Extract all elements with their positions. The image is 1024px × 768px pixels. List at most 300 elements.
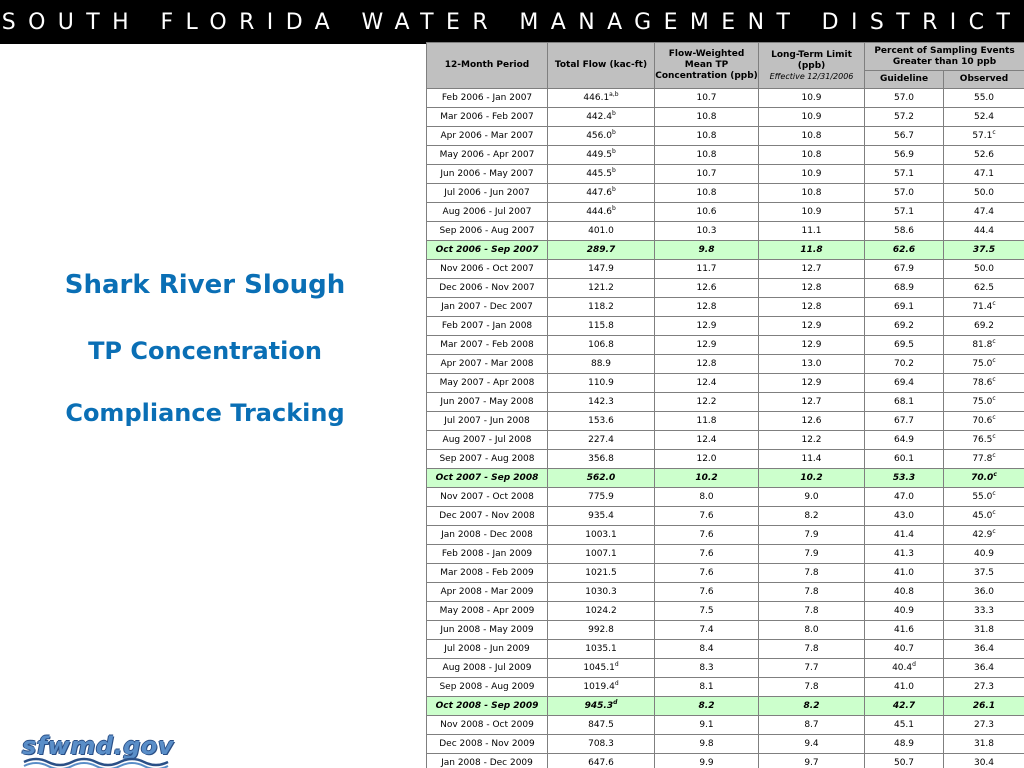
cell-period-value: May 2006 - Apr 2007 [439,150,535,160]
table-row [427,526,1024,545]
cell-observed [944,412,1024,431]
cell-period [427,621,548,640]
header-long-term-limit-effective: Effective 12/31/2006 [769,72,854,81]
cell-observed [944,127,1024,146]
cell-flow [548,564,655,583]
cell-guideline-value: 40.4 [892,663,913,673]
cell-period [427,108,548,127]
cell-flow [548,279,655,298]
cell-ltl [759,564,865,583]
cell-fwm-value: 8.0 [699,492,714,502]
cell-guideline [865,659,944,678]
table-row [427,279,1024,298]
cell-fwm [655,241,759,260]
cell-fwm [655,678,759,697]
cell-guideline [865,716,944,735]
cell-ltl-value: 10.8 [801,150,822,160]
cell-period-value: Mar 2007 - Feb 2008 [440,340,534,350]
cell-fwm-value: 9.8 [699,739,714,749]
header-period: 12-Month Period [427,43,548,89]
table-row [427,336,1024,355]
cell-guideline-value: 40.8 [893,587,915,597]
table-row [427,355,1024,374]
footnote-marker: d [614,661,619,668]
cell-period-value: Jul 2008 - Jun 2009 [444,644,530,654]
cell-fwm-value: 10.7 [696,93,717,103]
cell-period-value: Jan 2007 - Dec 2007 [441,302,533,312]
cell-flow [548,108,655,127]
cell-fwm-value: 9.8 [698,245,715,255]
cell-ltl [759,621,865,640]
cell-period [427,336,548,355]
cell-guideline [865,89,944,108]
cell-observed-value: 81.8 [972,340,993,350]
footnote-marker: b [611,205,616,212]
cell-ltl-value: 7.8 [804,644,819,654]
cell-observed-value: 76.5 [972,435,993,445]
cell-period-value: Aug 2006 - Jul 2007 [442,207,532,217]
cell-guideline [865,165,944,184]
cell-observed [944,222,1024,241]
cell-ltl-value: 9.4 [804,739,819,749]
cell-guideline [865,583,944,602]
cell-observed [944,374,1024,393]
cell-observed [944,260,1024,279]
cell-observed-value: 45.0 [972,511,993,521]
cell-guideline [865,317,944,336]
cell-flow-value: 1019.4 [583,682,615,692]
cell-observed-value: 27.3 [973,682,995,692]
cell-period [427,317,548,336]
footnote-marker: c [992,129,996,136]
cell-flow-value: 1035.1 [585,644,617,654]
cell-guideline-value: 69.2 [893,321,915,331]
cell-observed-value: 69.2 [973,321,995,331]
cell-observed [944,336,1024,355]
cell-period [427,735,548,754]
cell-flow-value: 106.8 [588,340,614,350]
cell-observed [944,298,1024,317]
cell-observed-value: 44.4 [973,226,995,236]
cell-period [427,355,548,374]
cell-fwm [655,526,759,545]
cell-observed-value: 26.1 [972,701,996,711]
cell-fwm-value: 7.6 [699,511,714,521]
cell-fwm [655,697,759,716]
cell-observed-value: 36.0 [973,587,995,597]
cell-flow [548,754,655,768]
cell-fwm-value: 10.8 [696,150,717,160]
cell-ltl-value: 7.8 [804,682,819,692]
cell-period-value: Mar 2006 - Feb 2007 [440,112,534,122]
table-row [427,640,1024,659]
cell-ltl [759,469,865,488]
cell-period-value: Jan 2008 - Dec 2008 [441,530,533,540]
cell-ltl-value: 7.8 [804,568,819,578]
cell-period-value: Apr 2006 - Mar 2007 [440,131,534,141]
cell-ltl [759,640,865,659]
cell-guideline [865,602,944,621]
cell-guideline-value: 56.9 [893,150,915,160]
cell-fwm [655,469,759,488]
cell-ltl [759,716,865,735]
cell-guideline [865,545,944,564]
cell-guideline-value: 69.4 [893,378,915,388]
table-row [427,583,1024,602]
cell-observed-value: 50.0 [973,188,995,198]
cell-flow-value: 115.8 [588,321,614,331]
cell-observed [944,241,1024,260]
cell-guideline-value: 50.7 [893,758,915,768]
table-row [427,545,1024,564]
header-long-term-limit [759,43,865,89]
cell-flow-value: 110.9 [588,378,614,388]
footnote-marker: c [992,395,996,402]
footnote-marker: a,b [609,91,619,98]
cell-fwm [655,488,759,507]
cell-flow [548,203,655,222]
cell-period [427,507,548,526]
cell-flow [548,488,655,507]
compliance-table [426,42,1024,768]
cell-flow [548,640,655,659]
cell-period-value: Jan 2008 - Dec 2009 [441,758,533,768]
cell-observed-value: 40.9 [973,549,995,559]
cell-guideline-value: 69.5 [893,340,915,350]
cell-fwm-value: 12.2 [696,397,717,407]
cell-fwm [655,165,759,184]
cell-fwm [655,431,759,450]
cell-guideline-value: 67.7 [893,416,915,426]
cell-fwm-value: 12.0 [696,454,717,464]
cell-period [427,393,548,412]
cell-observed-value: 52.4 [973,112,995,122]
cell-period [427,583,548,602]
table-row [427,735,1024,754]
cell-guideline-value: 68.1 [893,397,915,407]
cell-flow-value: 945.3 [584,701,614,711]
cell-flow [548,412,655,431]
cell-period-value: Oct 2007 - Sep 2008 [435,473,539,483]
cell-guideline [865,355,944,374]
cell-fwm-value: 10.2 [695,473,718,483]
cell-observed-value: 50.0 [973,264,995,274]
cell-period [427,279,548,298]
cell-period [427,754,548,768]
table-row [427,317,1024,336]
cell-period [427,127,548,146]
cell-observed [944,317,1024,336]
table-row [427,754,1024,768]
header-total-flow: Total Flow (kac-ft) [548,43,655,89]
cell-guideline-value: 67.9 [893,264,915,274]
cell-observed [944,450,1024,469]
cell-ltl-value: 7.9 [804,549,819,559]
cell-guideline [865,412,944,431]
cell-guideline [865,564,944,583]
cell-ltl [759,526,865,545]
cell-ltl [759,298,865,317]
cell-observed [944,146,1024,165]
table-row [427,697,1024,716]
table-row [427,146,1024,165]
cell-observed [944,640,1024,659]
cell-fwm [655,640,759,659]
cell-ltl [759,754,865,768]
cell-observed [944,621,1024,640]
cell-period-value: Aug 2008 - Jul 2009 [442,663,532,673]
cell-fwm-value: 11.7 [696,264,717,274]
cell-period-value: Jun 2007 - May 2008 [440,397,534,407]
cell-guideline [865,108,944,127]
cell-ltl-value: 8.2 [804,511,819,521]
cell-flow [548,165,655,184]
cell-flow-value: 775.9 [588,492,614,502]
cell-flow [548,450,655,469]
cell-guideline [865,450,944,469]
cell-period [427,165,548,184]
cell-ltl-value: 10.9 [801,93,822,103]
cell-ltl [759,336,865,355]
cell-ltl [759,431,865,450]
cell-period-value: Sep 2008 - Aug 2009 [439,682,535,692]
cell-flow [548,89,655,108]
cell-observed [944,583,1024,602]
cell-observed [944,754,1024,768]
cell-period [427,298,548,317]
cell-fwm-value: 10.8 [696,188,717,198]
logo-text: sfwmd.gov [22,732,175,760]
cell-flow [548,146,655,165]
cell-flow-value: 227.4 [588,435,614,445]
cell-guideline [865,754,944,768]
footnote-marker: b [611,110,616,117]
header-observed: Observed [944,71,1024,89]
cell-observed-value: 33.3 [973,606,995,616]
cell-guideline-value: 62.6 [892,245,916,255]
footnote-marker: b [611,129,616,136]
cell-flow-value: 1045.1 [583,663,615,673]
cell-ltl-value: 10.8 [801,131,822,141]
footnote-marker: d [613,699,618,706]
cell-fwm [655,545,759,564]
footnote-marker: c [992,357,996,364]
cell-observed-value: 62.5 [973,283,995,293]
cell-fwm-value: 7.4 [699,625,714,635]
table-row [427,222,1024,241]
cell-flow-value: 1024.2 [585,606,617,616]
cell-period [427,222,548,241]
cell-period-value: Nov 2008 - Oct 2009 [440,720,534,730]
cell-observed [944,279,1024,298]
cell-flow [548,127,655,146]
cell-period [427,526,548,545]
cell-flow-value: 88.9 [590,359,612,369]
cell-period-value: Jul 2007 - Jun 2008 [444,416,530,426]
cell-observed [944,469,1024,488]
cell-ltl-value: 12.8 [801,302,822,312]
cell-observed [944,184,1024,203]
cell-fwm-value: 7.6 [699,568,714,578]
cell-flow [548,507,655,526]
cell-observed-value: 75.0 [972,397,993,407]
cell-guideline [865,336,944,355]
cell-observed-value: 42.9 [972,530,993,540]
wave-icon [22,754,182,768]
footnote-marker: c [992,414,996,421]
cell-period-value: Sep 2007 - Aug 2008 [439,454,535,464]
cell-flow [548,374,655,393]
cell-period-value: May 2008 - Apr 2009 [439,606,535,616]
cell-fwm [655,716,759,735]
footnote-marker: b [611,148,616,155]
cell-guideline-value: 47.0 [893,492,915,502]
cell-fwm [655,735,759,754]
cell-observed-value: 31.8 [973,739,995,749]
cell-guideline-value: 64.9 [893,435,915,445]
cell-guideline [865,621,944,640]
cell-ltl [759,545,865,564]
cell-fwm [655,317,759,336]
cell-fwm-value: 8.3 [699,663,714,673]
cell-flow [548,678,655,697]
header-flow-weighted-mean: Flow-Weighted Mean TP Concentration (ppb) [655,43,759,89]
cell-fwm [655,355,759,374]
cell-fwm [655,374,759,393]
cell-ltl-value: 10.9 [801,207,822,217]
cell-guideline-value: 41.3 [893,549,915,559]
cell-observed [944,89,1024,108]
cell-observed [944,526,1024,545]
cell-ltl-value: 10.9 [801,112,822,122]
cell-observed-value: 55.0 [973,93,995,103]
cell-fwm [655,89,759,108]
cell-guideline-value: 57.0 [893,188,915,198]
cell-ltl-value: 11.8 [800,245,823,255]
cell-ltl [759,488,865,507]
cell-guideline [865,697,944,716]
cell-period [427,716,548,735]
cell-fwm [655,659,759,678]
cell-period [427,203,548,222]
cell-fwm [655,260,759,279]
cell-flow [548,260,655,279]
cell-observed [944,355,1024,374]
cell-flow [548,659,655,678]
cell-period [427,640,548,659]
cell-flow [548,336,655,355]
cell-flow-value: 442.4 [586,112,612,122]
table-row [427,488,1024,507]
cell-flow-value: 647.6 [588,758,614,768]
cell-period-value: Nov 2006 - Oct 2007 [440,264,534,274]
cell-fwm [655,450,759,469]
cell-fwm-value: 7.6 [699,549,714,559]
cell-ltl-value: 12.6 [801,416,822,426]
footnote-marker: c [992,338,996,345]
cell-observed [944,678,1024,697]
cell-fwm-value: 7.5 [699,606,714,616]
footnote-marker: b [611,167,616,174]
cell-fwm-value: 12.8 [696,359,717,369]
cell-period [427,412,548,431]
cell-flow-value: 1003.1 [585,530,617,540]
cell-fwm [655,108,759,127]
cell-ltl-value: 12.9 [801,321,822,331]
cell-guideline [865,279,944,298]
cell-observed [944,431,1024,450]
cell-ltl [759,184,865,203]
cell-flow [548,583,655,602]
cell-observed [944,108,1024,127]
cell-flow [548,393,655,412]
cell-flow [548,526,655,545]
cell-ltl-value: 9.7 [804,758,819,768]
cell-period-value: Jun 2008 - May 2009 [440,625,534,635]
cell-period-value: Apr 2007 - Mar 2008 [440,359,534,369]
cell-fwm-value: 12.9 [696,340,717,350]
cell-ltl-value: 7.8 [804,587,819,597]
cell-fwm-value: 8.2 [698,701,715,711]
cell-guideline-value: 48.9 [893,739,915,749]
cell-observed-value: 75.0 [972,359,993,369]
cell-guideline-value: 68.9 [893,283,915,293]
cell-guideline [865,507,944,526]
cell-fwm-value: 12.6 [696,283,717,293]
footnote-marker: c [992,376,996,383]
cell-observed-value: 71.4 [972,302,993,312]
table-row [427,260,1024,279]
cell-guideline-value: 41.0 [893,682,915,692]
cell-ltl [759,412,865,431]
cell-guideline-value: 70.2 [893,359,915,369]
cell-observed [944,393,1024,412]
header-long-term-limit-label: Long-Term Limit (ppb) [771,50,852,71]
table-row [427,412,1024,431]
cell-flow-value: 1021.5 [585,568,617,578]
table-row [427,393,1024,412]
cell-ltl-value: 11.4 [801,454,822,464]
cell-observed [944,602,1024,621]
table-row [427,165,1024,184]
cell-flow-value: 1007.1 [585,549,617,559]
cell-guideline-value: 42.7 [892,701,916,711]
sfwmd-logo [22,732,182,768]
cell-observed-value: 57.1 [972,131,993,141]
table-row [427,716,1024,735]
cell-guideline [865,127,944,146]
cell-flow [548,355,655,374]
cell-flow [548,545,655,564]
table-row [427,203,1024,222]
table-row [427,678,1024,697]
cell-observed [944,507,1024,526]
cell-period [427,659,548,678]
cell-fwm-value: 9.1 [699,720,714,730]
cell-ltl-value: 10.8 [801,188,822,198]
cell-observed-value: 31.8 [973,625,995,635]
cell-period-value: Dec 2007 - Nov 2008 [439,511,535,521]
cell-period-value: Sep 2006 - Aug 2007 [439,226,535,236]
cell-period-value: Jun 2006 - May 2007 [440,169,534,179]
cell-flow [548,602,655,621]
cell-guideline [865,241,944,260]
table-row [427,602,1024,621]
cell-fwm-value: 11.8 [696,416,717,426]
cell-period [427,450,548,469]
cell-fwm [655,184,759,203]
cell-observed [944,659,1024,678]
